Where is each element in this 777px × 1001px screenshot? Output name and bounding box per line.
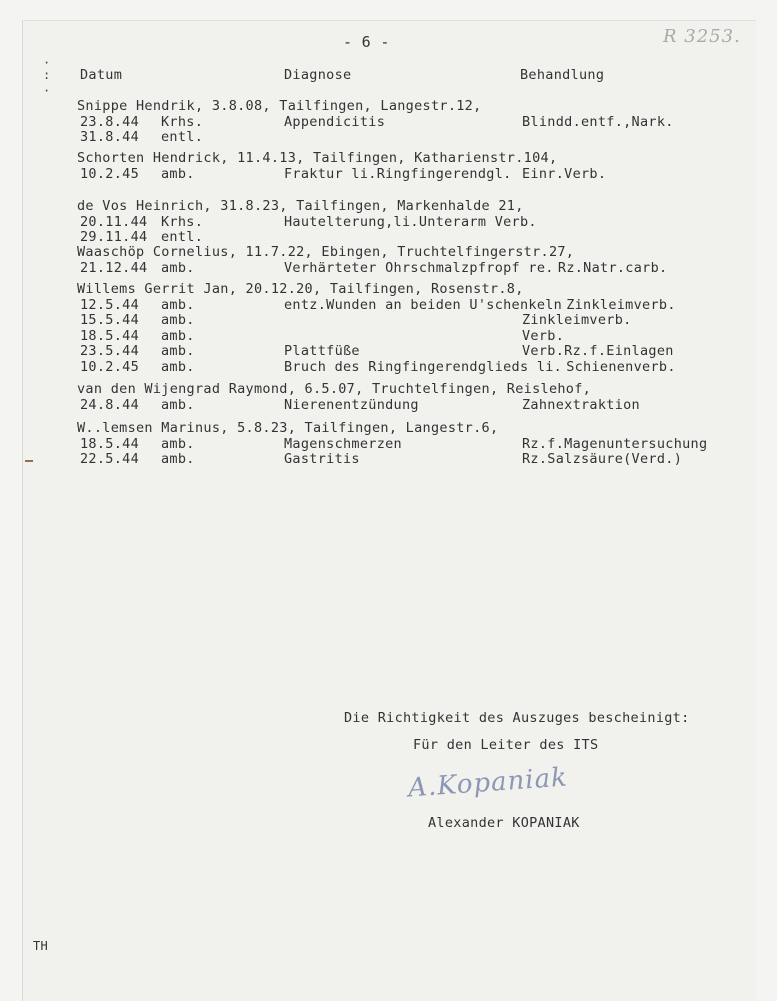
entry-date: 18.5.44 — [80, 327, 139, 344]
entry-type: amb. — [161, 296, 195, 313]
entry-diagnose: Gastritis — [284, 451, 360, 467]
entry-type: amb. — [161, 358, 195, 375]
entry-behandlung: Rz.Natr.carb. — [557, 259, 668, 276]
entry-behandlung: Verb. — [522, 327, 565, 344]
entry-type: entl. — [161, 229, 204, 245]
column-header-datum: Datum — [80, 67, 123, 83]
entry-date: 23.5.44 — [80, 343, 139, 359]
entry-diagnose: Plattfüße — [284, 343, 360, 359]
entry-date: 18.5.44 — [80, 435, 139, 452]
entry-behandlung: Verb.Rz.f.Einlagen — [522, 343, 674, 359]
entry-date: 24.8.44 — [80, 396, 139, 413]
entry-header: van den Wijengrad Raymond, 6.5.07, Truchtelfingen, Reislehof, — [77, 381, 592, 397]
page-number: - 6 - — [343, 33, 390, 51]
entry-date: 21.12.44 — [80, 259, 148, 276]
certification-line-2: Für den Leiter des ITS — [413, 737, 599, 753]
entry-diagnose: Verhärteter Ohrschmalzpfropf re. — [284, 259, 554, 276]
entry-diagnose: Bruch des Ringfingerendglieds li. — [284, 358, 563, 375]
entry-diagnose: Nierenentzündung — [284, 396, 419, 413]
entry-behandlung: Rz.Salzsäure(Verd.) — [522, 451, 683, 467]
entry-diagnose: Magenschmerzen — [284, 435, 402, 452]
entry-type: Krhs. — [161, 213, 204, 230]
margin-mark-3: · — [43, 84, 51, 98]
entry-header: Waaschöp Cornelius, 11.7.22, Ebingen, Truchtelfingerstr.27, — [77, 244, 575, 260]
footer-mark: TH — [33, 939, 49, 953]
entry-type: Krhs. — [161, 113, 204, 130]
margin-mark-1: · — [43, 56, 51, 70]
signature: A.Kopaniak — [407, 762, 569, 804]
entry-date: 10.2.45 — [80, 165, 139, 182]
entry-behandlung: Rz.f.Magenuntersuchung — [522, 435, 708, 452]
entry-type: amb. — [161, 327, 195, 344]
entry-date: 31.8.44 — [80, 129, 139, 145]
entry-type: amb. — [161, 451, 195, 467]
entry-date: 22.5.44 — [80, 451, 139, 467]
entry-diagnose: Fraktur li.Ringfingerendgl. — [284, 165, 512, 182]
entry-behandlung: Blindd.entf.,Nark. — [522, 113, 674, 130]
column-header-diagnose: Diagnose — [284, 67, 352, 83]
entry-diagnose: entz.Wunden an beiden U'schenkeln — [284, 296, 563, 313]
entry-date: 23.8.44 — [80, 113, 139, 130]
signatory-name: Alexander KOPANIAK — [428, 815, 580, 831]
entry-type: amb. — [161, 259, 195, 276]
entry-header: de Vos Heinrich, 31.8.23, Tailfingen, Markenhalde 21, — [77, 198, 524, 214]
margin-mark-2: : — [43, 68, 51, 82]
entry-behandlung: Zinkleimverb. — [522, 312, 632, 328]
entry-type: amb. — [161, 343, 195, 359]
entry-date: 10.2.45 — [80, 358, 139, 375]
entry-date: 29.11.44 — [80, 229, 148, 245]
entry-type: amb. — [161, 312, 195, 328]
entry-header: Snippe Hendrik, 3.8.08, Tailfingen, Langestr.12, — [77, 98, 482, 114]
entry-date: 20.11.44 — [80, 213, 148, 230]
entry-header: Willems Gerrit Jan, 20.12.20, Tailfingen, Rosenstr.8, — [77, 281, 524, 297]
entry-date: 12.5.44 — [80, 296, 139, 313]
entry-type: amb. — [161, 435, 195, 452]
column-header-behandlung: Behandlung — [520, 67, 605, 83]
entry-behandlung: Schienenverb. — [566, 358, 676, 375]
entry-date: 15.5.44 — [80, 312, 139, 328]
entry-diagnose: Hautelterung,li.Unterarm Verb. — [284, 213, 537, 230]
entry-type: amb. — [161, 396, 195, 413]
entry-behandlung: Zinkleimverb. — [566, 296, 676, 313]
entry-behandlung: Zahnextraktion — [522, 396, 640, 413]
certification-line-1: Die Richtigkeit des Auszuges bescheinigt: — [344, 710, 690, 726]
entry-type: entl. — [161, 129, 204, 145]
entry-diagnose: Appendicitis — [284, 113, 386, 130]
entry-behandlung: Einr.Verb. — [522, 165, 607, 182]
entry-type: amb. — [161, 165, 195, 182]
entry-header: Schorten Hendrick, 11.4.13, Tailfingen, Katharienstr.104, — [77, 150, 558, 166]
entry-header: W..lemsen Marinus, 5.8.23, Tailfingen, Langestr.6, — [77, 420, 499, 436]
archive-mark: R 3253. — [663, 26, 741, 47]
punch-mark — [25, 460, 33, 462]
